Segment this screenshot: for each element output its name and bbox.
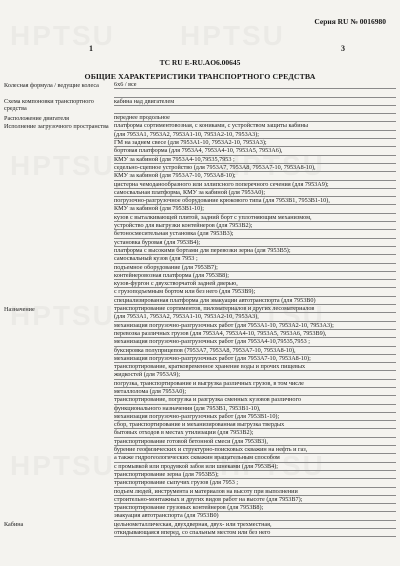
value-line: самосвальная платформа, КМУ за кабиной (для 7953А0);	[114, 189, 396, 197]
value-line: бурение геофизических и структурно-поисковых скважин на нефть и газ,	[114, 446, 396, 454]
value-line: бортовая платформа (для 7953А4, 7953А4-10, 7953А5, 7953А6),	[114, 147, 396, 155]
value-line: транспортирование, погрузка и разгрузка сменных кузовов различного	[114, 396, 396, 404]
value-line: жидкостей (для 7953А9);	[114, 371, 396, 379]
value-line	[114, 106, 396, 114]
value-line: специализированная платформа для эвакуации автотранспорта (для 7953В0)	[114, 297, 396, 305]
value-line: механизация погрузочно-разгрузочных работ (для 7953В1-10);	[114, 413, 396, 421]
value-line: транспортирование, кратковременное хранение воды и прочих пищевых	[114, 363, 396, 371]
certificate-number: TC RU E-RU.AO6.00645	[159, 58, 241, 67]
value-line: с грузоподъемным бортом или без него (для 7953В9);	[114, 288, 396, 296]
page-number-left: 1	[89, 44, 93, 53]
value-line: устройство для выгрузки контейнеров (для 7953В2);	[114, 222, 396, 230]
value-line: бытовых отходов в местах утилизации (для 7953В2);	[114, 429, 396, 437]
value-line: бетоносмесительная установка (для 7953В3);	[114, 230, 396, 238]
value-line: самосвальный кузов (для 7953 ;	[114, 255, 396, 263]
row-label: Назначение	[4, 305, 35, 313]
watermark	[10, 20, 115, 52]
value-line: транспортирование сортиментов, пиломатериалов и других лесоматериалов	[114, 305, 396, 313]
value-line: транспортирование сыпучих грузов (для 7953 ;	[114, 479, 396, 487]
value-line: строительно-монтажных и других видов работ на высоте (для 7953В7);	[114, 496, 396, 504]
row-label: Колесная формула / ведущие колеса	[4, 81, 99, 89]
value-line: транспортирование зерна (для 7953В5);	[114, 471, 396, 479]
section-heading: ОБЩИЕ ХАРАКТЕРИСТИКИ ТРАНСПОРТНОГО СРЕДСТВА	[84, 72, 316, 81]
value-line: цельнометаллическая, двухдверная, двух- или трехместная,	[114, 521, 396, 529]
value-line: функционального назначения (для 7953В1, 7953В1-10),	[114, 405, 396, 413]
value-line: перевозка различных грузов (для 7953А4, 7953А4-10, 7953А5, 7953А6, 7953В9),	[114, 330, 396, 338]
value-line: механизация погрузочно-разгрузочных работ (для 7953А1-10, 7953А2-10, 7953А3);	[114, 322, 396, 330]
value-line: платформа сортиментовозная, с кониками, с устройством защиты кабины	[114, 122, 396, 130]
value-line: кузов с выталкивающей плитой, задний борт с уплотняющим механизмом,	[114, 214, 396, 222]
value-line: подъем людей, инструмента и материалов на высоту при выполнении	[114, 488, 396, 496]
table-row	[4, 305, 396, 521]
value-line: эвакуация автотранспорта (для 7953В0)	[114, 512, 396, 520]
row-values	[114, 81, 396, 98]
value-line: механизация погрузочно-разгрузочных работ (для 7953А7-10, 7953А8-10);	[114, 355, 396, 363]
value-line: кузов-фургон с двухстворчатой задней дверью,	[114, 280, 396, 288]
row-values	[114, 305, 396, 521]
value-line: 6х6 / все	[114, 81, 396, 89]
watermark	[180, 20, 285, 52]
row-values	[114, 521, 396, 538]
row-values	[114, 122, 396, 305]
table-row	[4, 98, 396, 115]
row-values	[114, 114, 396, 122]
value-line: (для 7953А1, 7953А2, 7953А1-10, 7953А2-10, 7953А3),	[114, 313, 396, 321]
table-row	[4, 122, 396, 305]
value-line: механизация погрузочно-разгрузочных работ (для 7953А4-10,79535,7953 ;	[114, 338, 396, 346]
value-line: транспортирование готовой бетонной смеси (для 7953В3),	[114, 438, 396, 446]
value-line: откидывающаяся вперед, со спальным местом или без него	[114, 529, 396, 537]
value-line: кабина над двигателем	[114, 98, 396, 106]
value-line: КМУ за кабиной (для 7953А7-10, 7953А8-10);	[114, 172, 396, 180]
row-label: Исполнение загрузочного пространства	[4, 122, 109, 130]
value-line: (для 7953А1, 7953А2, 7953А1-10, 7953А2-10, 7953А3);	[114, 131, 396, 139]
value-line: седельно-сцепное устройство (для 7953А7, 7953А8, 7953А7-10, 7953А8-10),	[114, 164, 396, 172]
value-line: металлолома (для 7953А0);	[114, 388, 396, 396]
table-row	[4, 114, 396, 122]
serial-number: Серия RU № 0016980	[314, 17, 386, 26]
row-label: Расположение двигателя	[4, 114, 70, 122]
row-label: Схема компоновки транспортного средства	[4, 98, 94, 113]
page-number-right: 3	[341, 44, 345, 53]
value-line: транспортирование грузовых контейнеров (для 7953В8);	[114, 504, 396, 512]
value-line: ГМ на заднем свесе (для 7953А1-10, 7953А2-10, 7953А3);	[114, 139, 396, 147]
value-line: погрузочно-разгрузочное оборудование крюкового типа (для 7953В1, 7953В1-10),	[114, 197, 396, 205]
value-line: платформа с высокими бортами для перевозки зерна (для 7953В5);	[114, 247, 396, 255]
value-line	[114, 89, 396, 97]
table-row	[4, 81, 396, 98]
row-label: Кабина	[4, 521, 24, 529]
value-line: сбор, транспортирование и механизированная выгрузка твердых	[114, 421, 396, 429]
value-line: буксировка полуприцепов (7953А7, 7953А8, 7953А7-10, 7953А8-10),	[114, 347, 396, 355]
value-line: погрузка, транспортирование и выгрузка различных грузов, в том числе	[114, 380, 396, 388]
row-values	[114, 98, 396, 115]
value-line: КМУ за кабиной (для 7953А4-10,79535,7953 ;	[114, 156, 396, 164]
table-row	[4, 521, 396, 538]
value-line: с промывкой или продувкой забоя или шнеками (для 7953В4);	[114, 463, 396, 471]
value-line: КМУ за кабиной (для 7953В1-10);	[114, 205, 396, 213]
value-line: переднее продольное	[114, 114, 396, 122]
value-line: цистерна чемоданообразного или эллипсного поперечного сечения (для 7953А9);	[114, 181, 396, 189]
characteristics-table	[4, 81, 396, 537]
value-line: установка буровая (для 7953В4);	[114, 239, 396, 247]
value-line: контейнеровозная платформа (для 7953В8);	[114, 272, 396, 280]
value-line: а также гидрогеологических скважин вращательным способом	[114, 454, 396, 462]
value-line: подъемное оборудование (для 7953В7);	[114, 264, 396, 272]
